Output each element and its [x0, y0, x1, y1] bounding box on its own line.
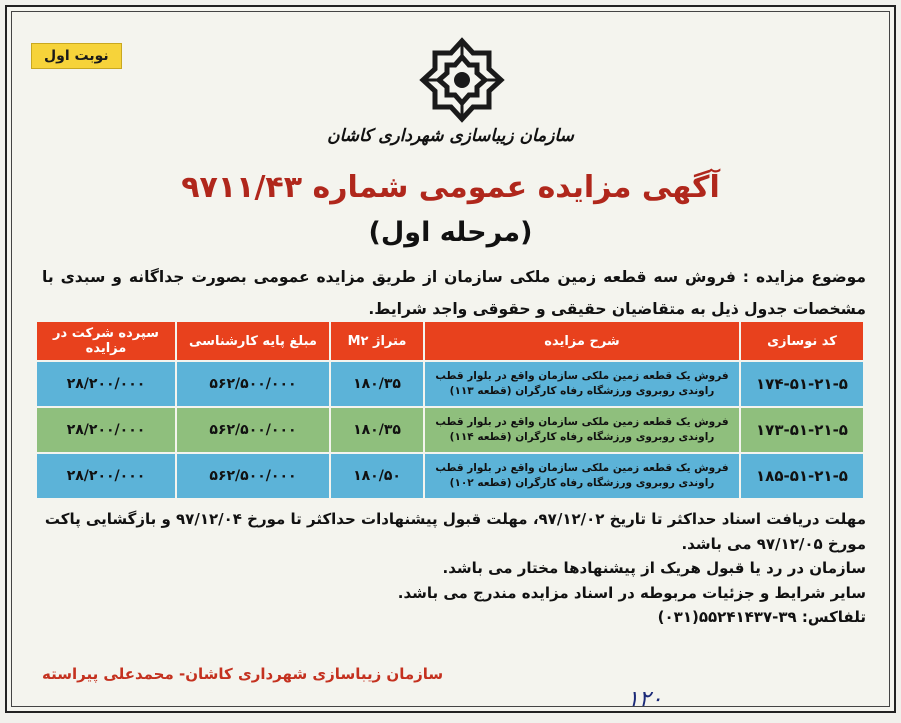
- handwritten-note: ۱۲۰: [627, 687, 663, 712]
- row-code: ۱۸۵-۵۱-۲۱-۵: [740, 453, 864, 499]
- row-area: ۱۸۰/۵۰: [330, 453, 424, 499]
- table-row: [36, 361, 864, 407]
- header-code: کد نوسازی: [740, 321, 864, 361]
- row-base-price: ۵۶۲/۵۰۰/۰۰۰: [176, 361, 330, 407]
- organization-name: سازمان زیباسازی شهرداری کاشان: [327, 126, 574, 146]
- rights-text: سازمان در رد یا قبول هریک از پیشنهادها مختار می باشد.: [442, 559, 866, 577]
- header-description: شرح مزایده: [424, 321, 740, 361]
- row-description: فروش یک قطعه زمین ملکی سازمان واقع در بلوار قطب راوندی روبروی ورزشگاه رفاه کارگران (قطعه ۱۱۳): [424, 361, 740, 407]
- row-deposit: ۲۸/۲۰۰/۰۰۰: [36, 361, 176, 407]
- auction-phase: (مرحله اول): [368, 217, 533, 248]
- row-deposit: ۲۸/۲۰۰/۰۰۰: [36, 453, 176, 499]
- other-conditions-text: سایر شرایط و جزئیات مربوطه در اسناد مزایده مندرج می باشد.: [397, 583, 866, 602]
- phone-text: تلفاکس: ۳۹-۵۵۲۴۱۴۳۷(۰۳۱): [657, 608, 866, 626]
- header-base-price: مبلغ پایه کارشناسی: [176, 321, 330, 361]
- advertisement: [5, 5, 896, 713]
- row-base-price: ۵۶۲/۵۰۰/۰۰۰: [176, 407, 330, 453]
- row-area: ۱۸۰/۳۵: [330, 361, 424, 407]
- auction-subject: موضوع مزایده : فروش سه قطعه زمین ملکی سازمان از طریق مزایده عمومی بصورت جداگانه و سبدی با مشخصات جدول ذیل به متقاضیان حقیقی و حقوقی واجد شرایط.: [42, 268, 866, 318]
- auction-conditions: [42, 507, 866, 630]
- organization-logo: [417, 35, 507, 125]
- deadline-text: مهلت دریافت اسناد حداکثر تا تاریخ ۹۷/۱۲/۰۲، مهلت قبول پیشنهادات حداکثر تا مورخ ۹۷/۱۲/۰۴ و بازگشایی پاکت مورخ ۹۷/۱۲/۰۵ می باشد.: [44, 510, 866, 553]
- lots-table: [35, 320, 865, 500]
- round-badge: نوبت اول: [31, 43, 122, 69]
- row-area: ۱۸۰/۳۵: [330, 407, 424, 453]
- signature-line: سازمان زیباسازی شهرداری کاشان- محمدعلی پیراسته: [42, 665, 444, 683]
- row-description: فروش یک قطعه زمین ملکی سازمان واقع در بلوار قطب راوندی روبروی ورزشگاه رفاه کارگران (قطعه ۱۰۲): [424, 453, 740, 499]
- header-area: متراژ M۲: [330, 321, 424, 361]
- row-description: فروش یک قطعه زمین ملکی سازمان واقع در بلوار قطب راوندی روبروی ورزشگاه رفاه کارگران (قطعه ۱۱۴): [424, 407, 740, 453]
- row-deposit: ۲۸/۲۰۰/۰۰۰: [36, 407, 176, 453]
- row-base-price: ۵۶۲/۵۰۰/۰۰۰: [176, 453, 330, 499]
- row-code: ۱۷۳-۵۱-۲۱-۵: [740, 407, 864, 453]
- header-deposit: سپرده شرکت در مزایده: [36, 321, 176, 361]
- table-header-row: [36, 321, 864, 361]
- table-row: [36, 453, 864, 499]
- row-code: ۱۷۴-۵۱-۲۱-۵: [740, 361, 864, 407]
- auction-title: آگهی مزایده عمومی شماره ۹۷۱۱/۴۳: [181, 170, 720, 205]
- table-row: [36, 407, 864, 453]
